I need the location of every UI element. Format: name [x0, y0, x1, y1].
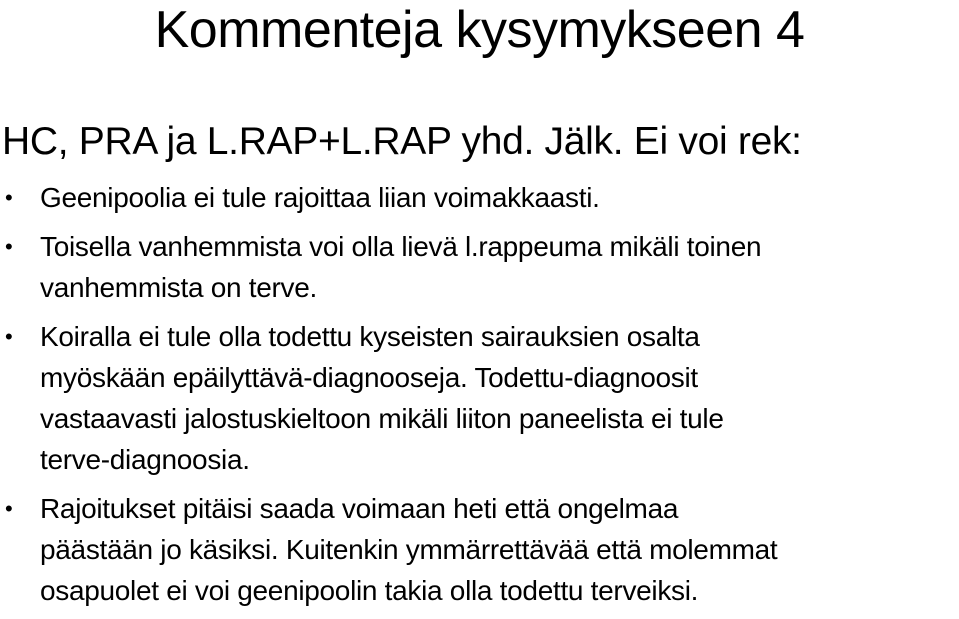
- bullet-4-line-1: Rajoitukset pitäisi saada voimaan heti että ongelmaa: [40, 493, 679, 524]
- bullet-2-line-2: vanhemmista on terve.: [40, 272, 317, 303]
- slide-subheading: HC, PRA ja L.RAP+L.RAP yhd. Jälk. Ei voi rek:: [2, 120, 802, 163]
- bullet-list: [0, 177, 959, 619]
- bullet-2-line-1: Toisella vanhemmista voi olla lievä l.rappeuma mikäli toinen: [40, 231, 762, 262]
- bullet-dot-icon: •: [5, 234, 13, 259]
- bullet-3-line-3: vastaavasti jalostuskieltoon mikäli liiton paneelista ei tule: [40, 403, 724, 434]
- bullet-3-line-4: terve-diagnoosia.: [40, 444, 250, 475]
- slide-title: Kommenteja kysymykseen 4: [154, 1, 805, 59]
- bullet-4-line-3: osapuolet ei voi geenipoolin takia olla todettu terveiksi.: [40, 575, 699, 606]
- bullet-item-2: [0, 226, 959, 308]
- bullet-dot-icon: •: [5, 324, 13, 349]
- bullet-1-line-1: Geenipoolia ei tule rajoittaa liian voimakkaasti.: [40, 182, 600, 213]
- bullet-dot-icon: •: [5, 185, 13, 210]
- bullet-4-line-2: päästään jo käsiksi. Kuitenkin ymmärrettävää että molemmat: [40, 534, 778, 565]
- bullet-3-line-1: Koiralla ei tule olla todettu kyseisten sairauksien osalta: [40, 321, 700, 352]
- bullet-item-4: [0, 488, 959, 611]
- bullet-item-1: [0, 177, 959, 218]
- bullet-item-3: [0, 316, 959, 480]
- bullet-dot-icon: •: [5, 496, 13, 521]
- bullet-3-line-2: myöskään epäilyttävä-diagnooseja. Todettu-diagnoosit: [40, 362, 698, 393]
